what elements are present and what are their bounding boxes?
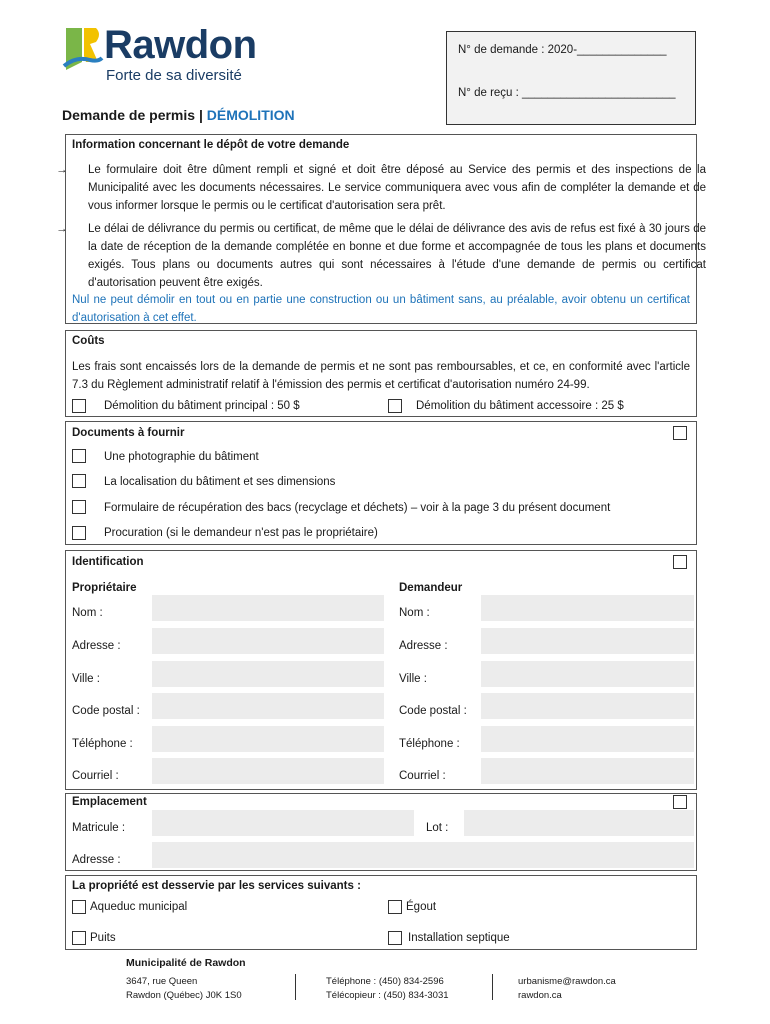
demandeur-input[interactable] [481, 693, 694, 719]
proprietaire-field-label: Téléphone : [72, 738, 133, 750]
arrow-right-icon: → [56, 164, 68, 176]
services-title: La propriété est desservie par les services suivants : [72, 880, 361, 892]
documents-section-checkbox[interactable] [673, 426, 687, 440]
proprietaire-field-label: Ville : [72, 673, 100, 685]
aqueduc-checkbox[interactable] [72, 900, 86, 914]
title-prefix: Demande de permis | [62, 107, 207, 123]
septique-label: Installation septique [408, 932, 510, 944]
accessoire-checkbox[interactable] [388, 399, 402, 413]
info-p2-text: Le délai de délivrance du permis ou certificat, de même que le délai de délivrance des avis de refus est fixé à 30 jours de la date de réception de la demande complétée en bonne et due forme et accompagnée de tous les plans et documents exigés. Tous plans ou documents autres qui sont nécessaires à l'étude d'une demande de permis ou certificat d'autorisation peuvent être exigés. [88, 223, 706, 289]
demandeur-input[interactable] [481, 595, 694, 621]
document-item-photo: Une photographie du bâtiment [104, 451, 259, 463]
info-paragraph-2 [56, 220, 706, 292]
demandeur-field-label: Ville : [399, 673, 427, 685]
demande-number-field[interactable]: N° de demande : 2020-______________ [458, 44, 667, 56]
footer-email-link[interactable]: urbanisme@rawdon.ca [518, 976, 616, 987]
couts-title: Coûts [72, 335, 105, 347]
identification-title: Identification [72, 556, 144, 568]
demandeur-field-label: Téléphone : [399, 738, 460, 750]
demandeur-input[interactable] [481, 628, 694, 654]
demandeur-input[interactable] [481, 726, 694, 752]
footer-divider [295, 974, 296, 1000]
septique-checkbox[interactable] [388, 931, 402, 945]
proprietaire-field-label: Courriel : [72, 770, 119, 782]
document-item-procuration: Procuration (si le demandeur n'est pas le propriétaire) [104, 527, 378, 539]
egout-label: Égout [406, 901, 437, 913]
logo-tagline: Forte de sa diversité [106, 67, 242, 84]
demandeur-field-label: Code postal : [399, 705, 467, 717]
couts-text: Les frais sont encaissés lors de la demande de permis et ne sont pas remboursables, et ce, en conformité avec l'article 7.3 du Règlement administratif relatif à l'émission des permis et certificat d'autorisation numéro 24-99. [72, 361, 690, 391]
footer-fax: Télécopieur : (450) 834-3031 [326, 990, 449, 1001]
info-p1-text: Le formulaire doit être dûment rempli et signé et doit être déposé au Service des permis et des inspections de la Municipalité avec les documents nécessaires. Le service communiquera avec vous afin de compléter la demande et de vous informer lorsque le permis ou le certificat d'autorisation sera prêt. [88, 164, 706, 212]
adresse-emplacement-label: Adresse : [72, 854, 121, 866]
proprietaire-field-label: Code postal : [72, 705, 140, 717]
emplacement-title: Emplacement [72, 796, 147, 808]
egout-checkbox[interactable] [388, 900, 402, 914]
adresse-emplacement-field[interactable] [152, 842, 694, 868]
demandeur-input[interactable] [481, 661, 694, 687]
footer-address [126, 975, 242, 1003]
demandeur-input[interactable] [481, 758, 694, 784]
proprietaire-input[interactable] [152, 693, 384, 719]
aqueduc-label: Aqueduc municipal [90, 901, 188, 913]
proprietaire-input[interactable] [152, 628, 384, 654]
footer-contact [518, 975, 616, 1003]
footer-address-line2: Rawdon (Québec) J0K 1S0 [126, 990, 242, 1001]
documents-title: Documents à fournir [72, 427, 185, 439]
document-item-localisation: La localisation du bâtiment et ses dimensions [104, 476, 336, 488]
logo-wordmark: Rawdon [104, 23, 257, 67]
proprietaire-field-label: Adresse : [72, 640, 121, 652]
demandeur-field-label: Adresse : [399, 640, 448, 652]
principal-label: Démolition du bâtiment principal : 50 $ [104, 400, 300, 412]
demolition-notice: Nul ne peut démolir en tout ou en partie une construction ou un bâtiment sans, au préalable, avoir obtenu un certificat d'autorisation à cet effet. [72, 294, 690, 324]
footer-org: Municipalité de Rawdon [126, 957, 246, 969]
recu-number-field[interactable]: N° de reçu : ________________________ [458, 87, 676, 99]
lot-field[interactable] [464, 810, 694, 836]
arrow-right-icon: → [56, 223, 68, 235]
proprietaire-input[interactable] [152, 595, 384, 621]
proprietaire-heading: Propriétaire [72, 582, 137, 594]
proprietaire-input[interactable] [152, 758, 384, 784]
footer-address-line1: 3647, rue Queen [126, 976, 198, 987]
puits-checkbox[interactable] [72, 931, 86, 945]
matricule-label: Matricule : [72, 822, 126, 834]
document-checkbox-photo[interactable] [72, 449, 86, 463]
accessoire-label: Démolition du bâtiment accessoire : 25 $ [416, 400, 624, 412]
info-paragraph-1 [56, 161, 706, 215]
matricule-field[interactable] [152, 810, 414, 836]
emplacement-checkbox[interactable] [673, 795, 687, 809]
lot-label: Lot : [426, 822, 449, 834]
demandeur-field-label: Nom : [399, 607, 430, 619]
footer-website-link[interactable]: rawdon.ca [518, 990, 562, 1001]
proprietaire-input[interactable] [152, 726, 384, 752]
document-checkbox-localisation[interactable] [72, 474, 86, 488]
document-checkbox-bacs[interactable] [72, 500, 86, 514]
proprietaire-field-label: Nom : [72, 607, 103, 619]
info-title: Information concernant le dépôt de votre demande [72, 139, 350, 151]
footer-phones [326, 975, 449, 1003]
footer-telephone: Téléphone : (450) 834-2596 [326, 976, 444, 987]
proprietaire-input[interactable] [152, 661, 384, 687]
rawdon-logo-icon [62, 26, 106, 72]
identification-checkbox[interactable] [673, 555, 687, 569]
title-accent: DÉMOLITION [206, 107, 295, 123]
demandeur-field-label: Courriel : [399, 770, 446, 782]
puits-label: Puits [90, 932, 116, 944]
document-checkbox-procuration[interactable] [72, 526, 86, 540]
demandeur-heading: Demandeur [399, 582, 463, 594]
principal-checkbox[interactable] [72, 399, 86, 413]
document-item-bacs: Formulaire de récupération des bacs (recyclage et déchets) – voir à la page 3 du présent document [104, 502, 611, 514]
page-title [62, 107, 295, 123]
footer-divider [492, 974, 493, 1000]
